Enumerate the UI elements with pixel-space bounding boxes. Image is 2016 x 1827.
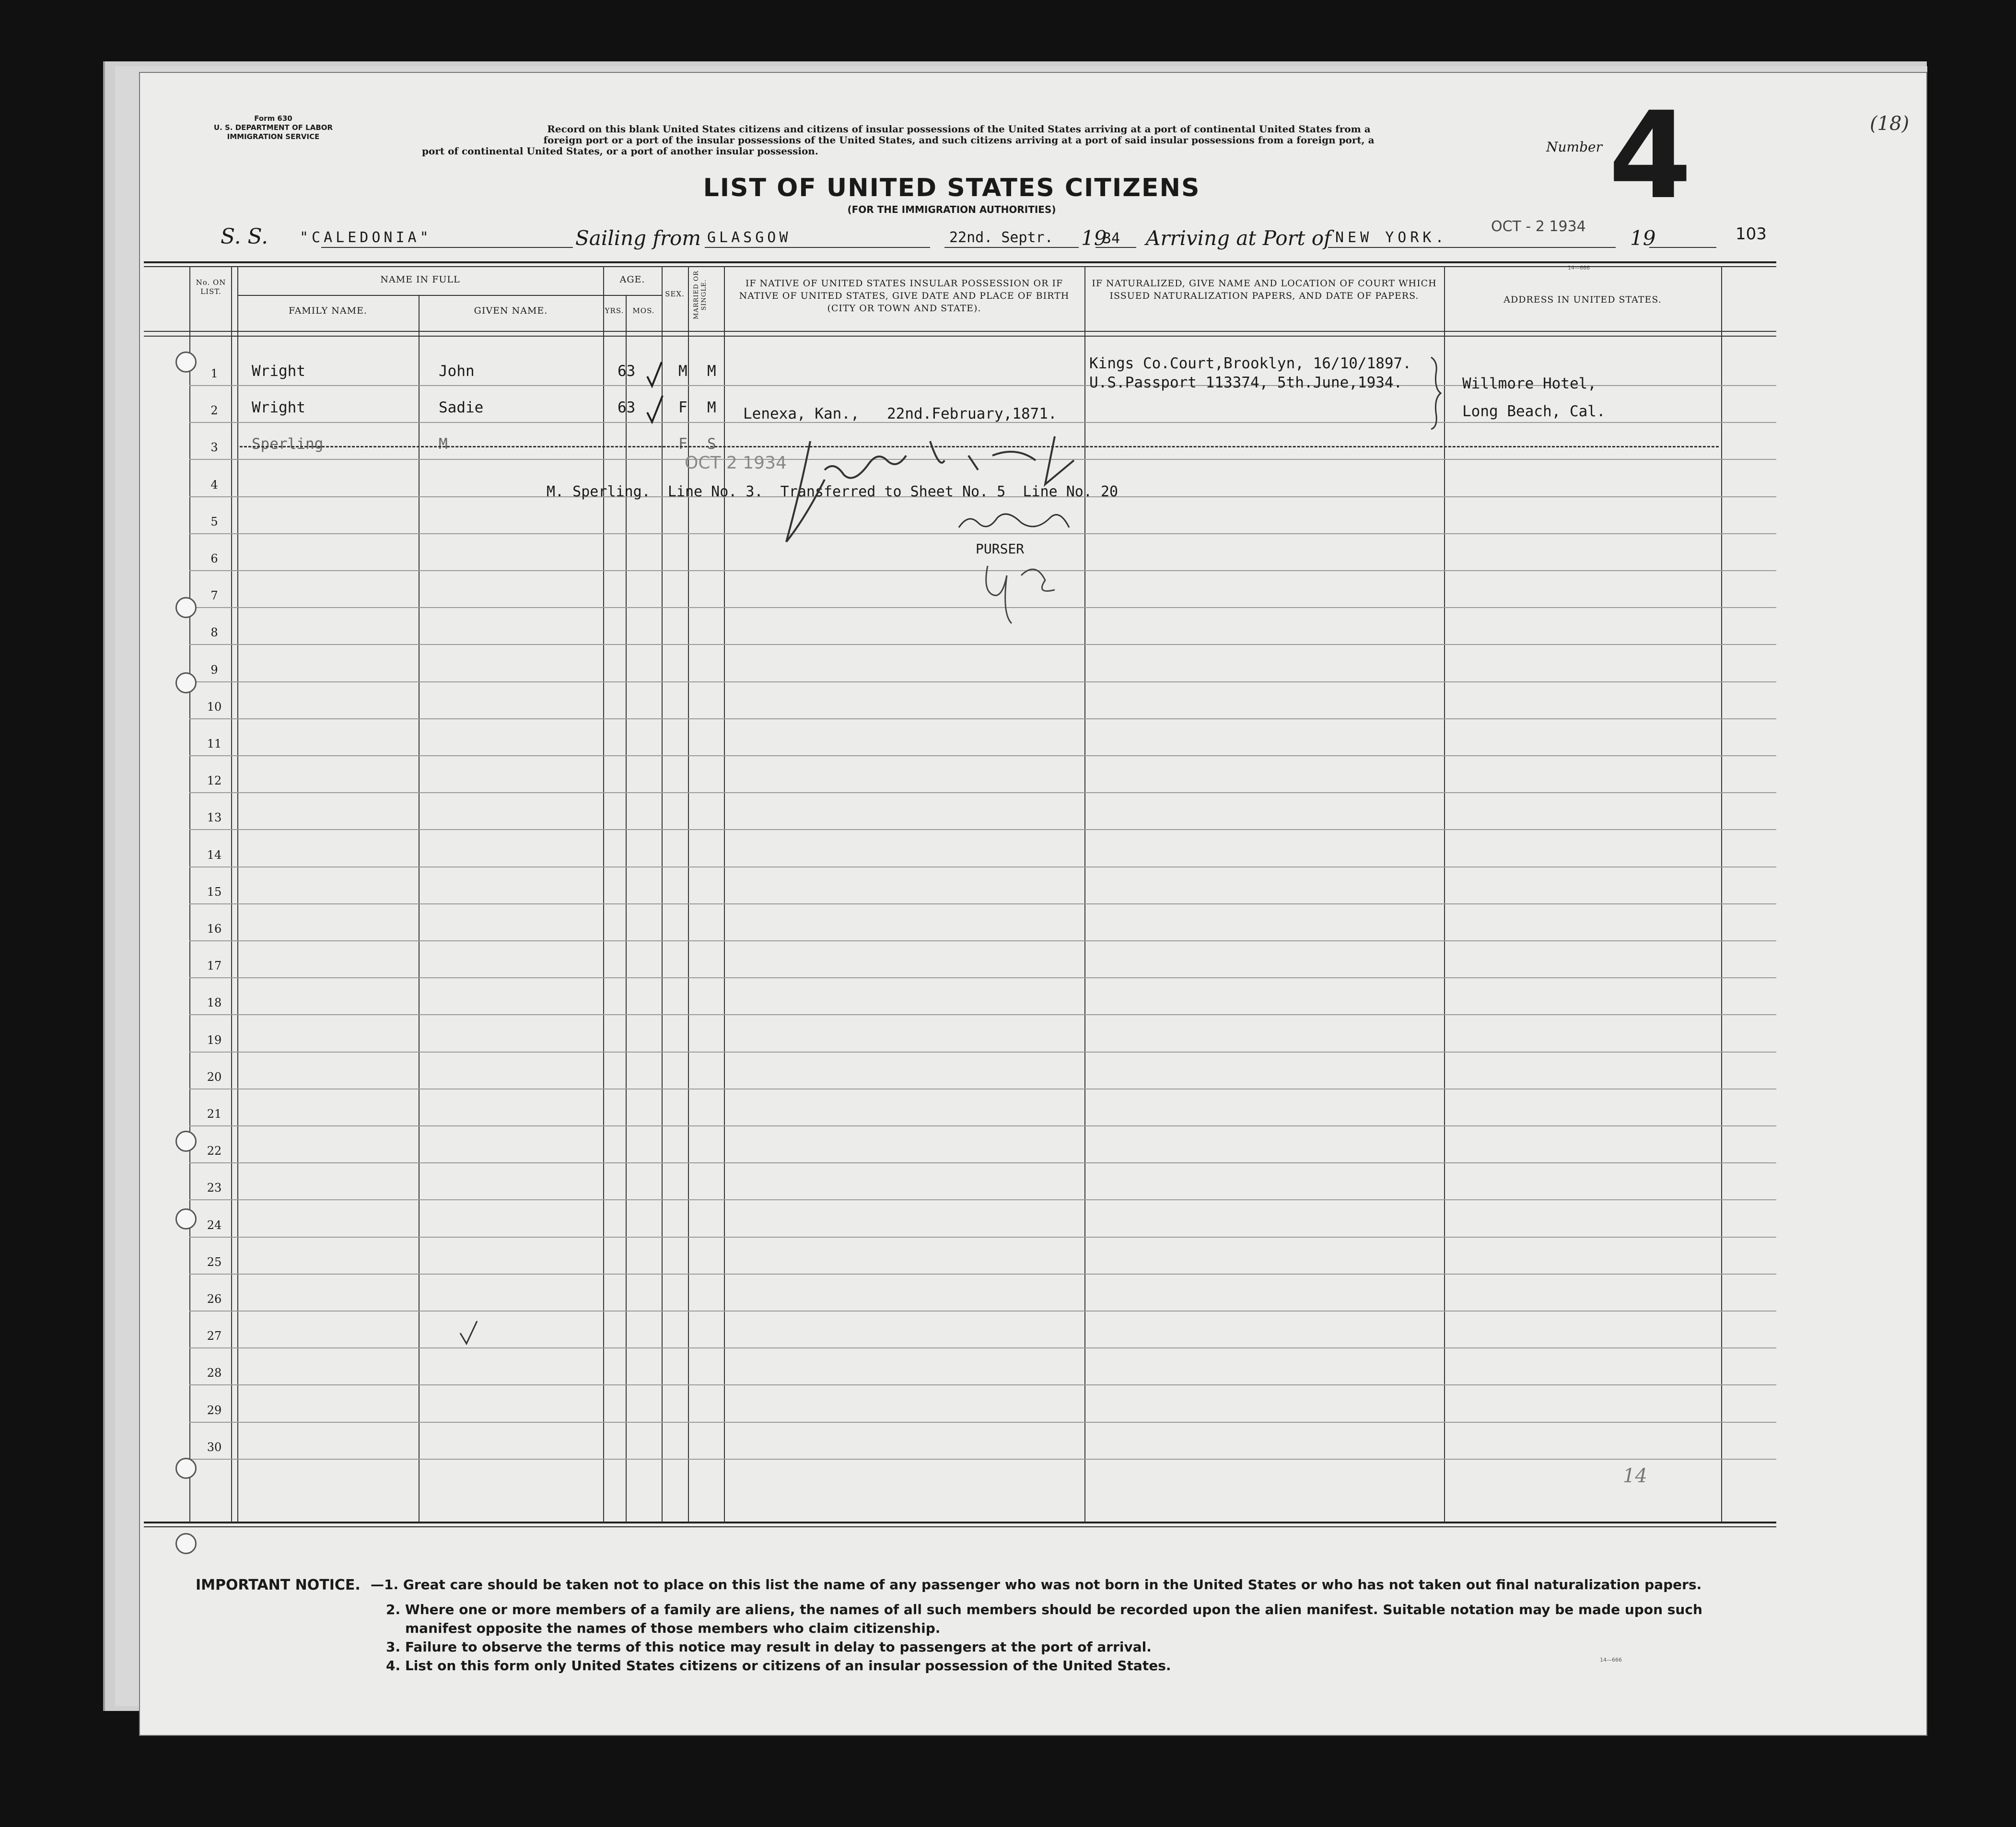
- row-number: 8: [210, 626, 218, 640]
- bracket-mark: [1429, 355, 1443, 432]
- table-top-rule-2: [144, 266, 1776, 267]
- row-number: 12: [207, 774, 222, 788]
- header-name-in-full: NAME IN FULL: [380, 274, 460, 285]
- table-top-rule: [144, 261, 1776, 263]
- table-bottom-rule-2: [144, 1526, 1776, 1527]
- row-rule: [189, 1347, 1776, 1348]
- row-number: 14: [207, 848, 222, 862]
- row-number: 24: [207, 1218, 222, 1232]
- row-number: 2: [210, 404, 218, 418]
- form-number: Form 630: [254, 114, 292, 123]
- entry-address: Willmore Hotel,: [1462, 375, 1596, 392]
- binder-hole: [175, 1533, 197, 1554]
- arrival-underline: [1328, 247, 1616, 248]
- arrival-date-stamp: OCT - 2 1934: [1491, 218, 1586, 235]
- row-rule: [189, 1052, 1776, 1053]
- transfer-note: M. Sperling. Line No. 3. Transferred to Sheet No. 5 Line No. 20: [547, 483, 1119, 500]
- row-rule: [189, 1162, 1776, 1163]
- row-number: 27: [207, 1329, 222, 1343]
- row-number: 11: [207, 737, 222, 750]
- row-rule: [189, 681, 1776, 682]
- header-bottom-rule: [144, 331, 1776, 332]
- number-label: Number: [1546, 139, 1602, 155]
- row-rule: [189, 977, 1776, 978]
- row-number: 15: [207, 885, 222, 899]
- instruction-line: port of continental United States, or a port of another insular possession.: [422, 145, 818, 157]
- row-rule: [189, 755, 1776, 756]
- row-number: 20: [207, 1070, 222, 1084]
- row-rule: [189, 1422, 1776, 1423]
- entry-naturalization: U.S.Passport 113374, 5th.June,1934.: [1089, 374, 1403, 391]
- notice-item-2: 2. Where one or more members of a family are aliens, the names of all such members should be recorded upon the alien manifest. Suitable notation may be made upon such: [386, 1602, 1702, 1617]
- port-underline: [705, 247, 930, 248]
- row-number: 18: [207, 996, 222, 1010]
- row-rule: [189, 1125, 1776, 1126]
- binder-hole: [175, 672, 197, 693]
- entry-sex: M: [678, 363, 688, 380]
- corner-note: (18): [1870, 113, 1910, 135]
- notice-item-2-cont: manifest opposite the names of those members who claim citizenship.: [405, 1620, 941, 1636]
- row-rule: [189, 829, 1776, 830]
- notice-heading: IMPORTANT NOTICE.: [196, 1577, 361, 1593]
- date-stamp: OCT 2 1934: [685, 453, 787, 473]
- row-number: 6: [210, 552, 218, 565]
- date-underline: [944, 247, 1079, 248]
- entry-address: Long Beach, Cal.: [1462, 403, 1606, 420]
- sheet-number: 4: [1608, 86, 1692, 225]
- row-number: 28: [207, 1366, 222, 1380]
- year-underline: [1095, 247, 1136, 248]
- arriving-label: Arriving at Port of: [1146, 226, 1331, 250]
- entry-family-name: Wright: [252, 363, 305, 380]
- inspector-signature: [767, 432, 1131, 633]
- row-rule: [189, 940, 1776, 941]
- arrival-year-underline: [1649, 247, 1716, 248]
- ship-name: "CALEDONIA": [300, 229, 432, 246]
- row-number: 26: [207, 1292, 222, 1306]
- row-number: 29: [207, 1403, 222, 1417]
- form-service: IMMIGRATION SERVICE: [227, 132, 320, 141]
- row-number: 3: [210, 441, 218, 455]
- row-number: 30: [207, 1440, 222, 1454]
- arrival-port: NEW YORK.: [1335, 229, 1448, 246]
- header-address: ADDRESS IN UNITED STATES.: [1503, 294, 1662, 305]
- form-instructions: [422, 124, 1496, 157]
- entry-given-name: M: [439, 435, 448, 453]
- header-age: AGE.: [619, 274, 645, 285]
- entry-family-name: Wright: [252, 399, 305, 416]
- row-rule: [189, 903, 1776, 904]
- departure-date: 22nd. Septr.: [949, 229, 1053, 246]
- instruction-line: foreign port or a port of the insular possessions of the United States, and such citizens arriving at a port of said insular possessions from a foreign port, a: [543, 134, 1375, 146]
- small-reference: 14—666: [1568, 265, 1590, 271]
- row-rule: [189, 792, 1776, 793]
- header-no-on-list: No. ON LIST.: [196, 278, 226, 296]
- ss-label: S. S.: [221, 224, 268, 249]
- row-rule: [189, 718, 1776, 719]
- row-number: 1: [210, 367, 218, 380]
- binder-hole: [175, 1208, 197, 1230]
- row-number: 21: [207, 1107, 222, 1121]
- header-family-name: FAMILY NAME.: [289, 305, 367, 316]
- row-number: 9: [210, 663, 218, 677]
- name-age-subrule: [237, 295, 662, 296]
- row-rule: [189, 1274, 1776, 1275]
- row-number: 5: [210, 515, 218, 528]
- row-number: 16: [207, 922, 222, 936]
- entry-naturalization: Kings Co.Court,Brooklyn, 16/10/1897.: [1089, 355, 1411, 372]
- row-number: 19: [207, 1033, 222, 1047]
- bottom-mark: 14: [1623, 1465, 1647, 1487]
- entry-family-name: Sperling: [252, 435, 324, 453]
- row-rule: [189, 1311, 1776, 1312]
- purser-label: PURSER: [976, 541, 1025, 557]
- form-id-block: [213, 114, 333, 141]
- important-notice: [194, 1575, 1776, 1686]
- notice-item-4: 4. List on this form only United States citizens or citizens of an insular possession of the United States.: [386, 1658, 1171, 1674]
- departure-port: GLASGOW: [707, 229, 792, 246]
- row-number: 4: [210, 478, 218, 492]
- row-number: 7: [210, 589, 218, 603]
- instruction-line: Record on this blank United States citizens and citizens of insular possessions of the United States arriving at a port of continental United States from a: [547, 123, 1371, 135]
- header-mos: MOS.: [632, 306, 655, 315]
- table-bottom-rule: [144, 1522, 1776, 1523]
- row-number: 13: [207, 811, 222, 825]
- row-number: 25: [207, 1255, 222, 1269]
- row-rule: [189, 1459, 1776, 1460]
- row-number: 10: [207, 700, 222, 714]
- small-check-mark: [458, 1319, 482, 1347]
- entry-marital-status: M: [707, 363, 716, 380]
- header-married-single: MARRIED OR SINGLE.: [693, 270, 708, 319]
- row-number: 22: [207, 1144, 222, 1158]
- binder-hole: [175, 1458, 197, 1479]
- entry-birth-date: 22nd.February,1871.: [887, 405, 1057, 422]
- page-reference: 103: [1736, 224, 1767, 244]
- year-suffix: 34: [1103, 230, 1120, 247]
- header-given-name: GIVEN NAME.: [474, 305, 548, 316]
- entry-sex: F: [678, 435, 688, 453]
- header-sex: SEX.: [665, 290, 685, 298]
- binder-hole: [175, 597, 197, 618]
- row-number: 17: [207, 959, 222, 973]
- notice-item-1: —1. Great care should be taken not to place on this list the name of any passenger who was not born in the United States or who has not taken out final naturalization papers.: [371, 1577, 1702, 1593]
- entry-birth-place: Lenexa, Kan.,: [743, 405, 860, 422]
- notice-code: 14—666: [1600, 1657, 1622, 1663]
- header-naturalized: IF NATURALIZED, GIVE NAME AND LOCATION OF COURT WHICH ISSUED NATURALIZATION PAPERS, AND DATE OF PAPERS.: [1092, 278, 1437, 301]
- header-native-birth: IF NATIVE OF UNITED STATES INSULAR POSSESSION OR IF NATIVE OF UNITED STATES, GIVE DATE AND PLACE OF BIRTH (CITY OR TOWN AND STATE).: [739, 278, 1070, 314]
- check-marks: [642, 357, 671, 429]
- row-number: 23: [207, 1181, 222, 1195]
- entry-marital-status: M: [707, 399, 716, 416]
- row-rule: [189, 1014, 1776, 1015]
- row-rule: [189, 1384, 1776, 1385]
- arrival-year-prefix: 19: [1630, 226, 1656, 250]
- binder-hole: [175, 1131, 197, 1152]
- row-rule: [189, 1199, 1776, 1200]
- row-rule: [189, 644, 1776, 645]
- ship-underline: [321, 247, 573, 248]
- header-yrs: YRS.: [605, 306, 624, 315]
- voyage-line: [218, 218, 1767, 253]
- entry-given-name: Sadie: [439, 399, 484, 416]
- binder-hole: [175, 351, 197, 373]
- row-rule: [189, 1237, 1776, 1238]
- entry-given-name: John: [439, 363, 475, 380]
- entry-age-years: 63: [618, 363, 636, 380]
- year-prefix: 19: [1081, 226, 1107, 250]
- sailing-label: Sailing from: [575, 226, 701, 250]
- entry-marital-status: S: [707, 435, 716, 453]
- form-department: U. S. DEPARTMENT OF LABOR: [213, 123, 333, 132]
- notice-item-3: 3. Failure to observe the terms of this notice may result in delay to passengers at the port of arrival.: [386, 1639, 1152, 1655]
- entry-sex: F: [678, 399, 688, 416]
- form-title: LIST OF UNITED STATES CITIZENS: [703, 174, 1200, 202]
- form-subtitle: (FOR THE IMMIGRATION AUTHORITIES): [847, 204, 1056, 215]
- entry-age-years: 63: [618, 399, 636, 416]
